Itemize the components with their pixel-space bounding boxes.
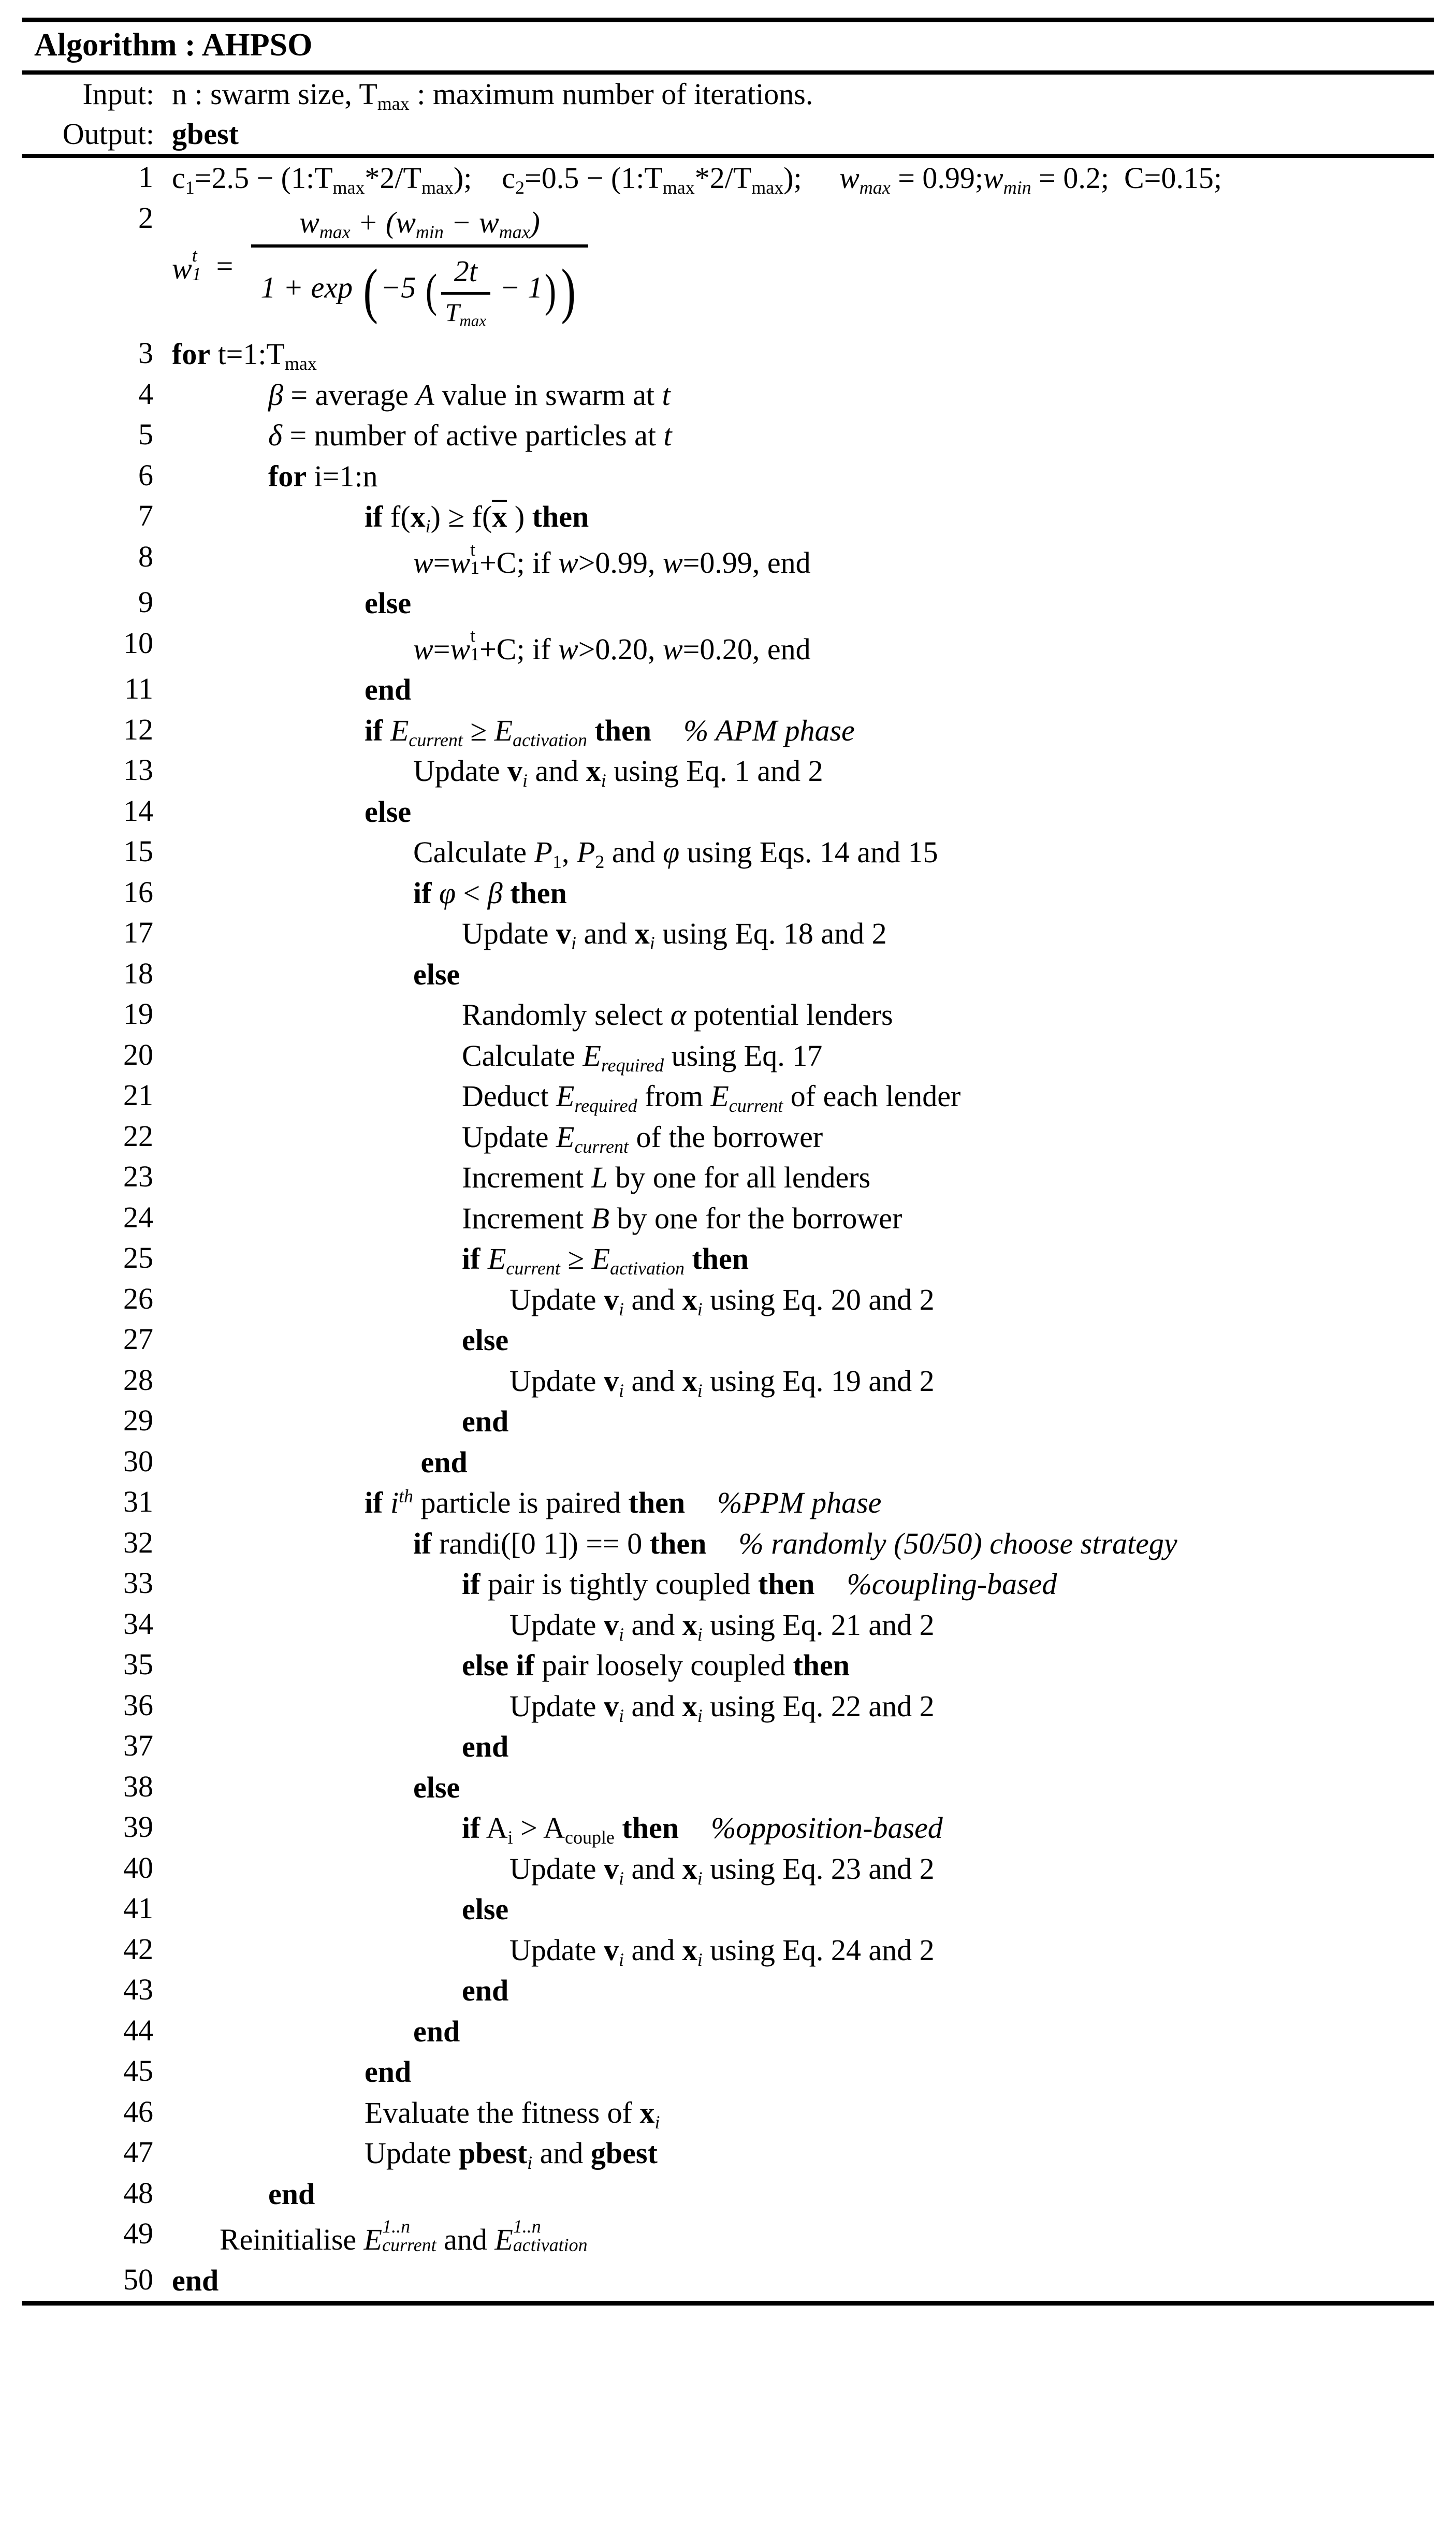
code-row-14	[22, 792, 1434, 833]
code-row-47	[22, 2133, 1434, 2174]
code-row-17	[22, 914, 1434, 954]
code-row-25	[22, 1239, 1434, 1280]
line-content: else	[462, 1323, 509, 1357]
line-content: end	[268, 2177, 315, 2211]
line-content: Evaluate the fitness of $x_i$	[365, 2095, 660, 2133]
line-content: end	[462, 1404, 509, 1439]
algorithm-title: Algorithm : AHPSO	[34, 27, 313, 63]
line-content: end	[462, 1730, 509, 1764]
line-content: end	[172, 2263, 219, 2297]
line-content: else	[462, 1892, 509, 1926]
line-number: 30	[123, 1444, 153, 1478]
line-number: 25	[123, 1241, 153, 1275]
code-row-31	[22, 1483, 1434, 1524]
code-row-4	[22, 375, 1434, 416]
line-content: if $f(x_i) \ge f(x$ ) then	[365, 500, 589, 537]
line-number: 41	[123, 1891, 153, 1925]
line-number: 3	[138, 336, 153, 370]
code-row-39	[22, 1808, 1434, 1849]
algorithm-table	[22, 18, 1434, 2306]
line-number: 18	[123, 956, 153, 990]
code-row-24	[22, 1198, 1434, 1239]
line-content: Update $v_i$ and $x_i$ using Eq. 19 and 2	[509, 1364, 935, 1401]
line-content: end	[365, 673, 412, 707]
line-content: w t 1 = $w_{max} + (w_{min} - w_{max})$ 1 + exp (−5 ( $\frac{2t}{T_{max}}$ − 1))	[172, 199, 1434, 334]
code-row-40	[22, 1849, 1434, 1890]
line-comment: %coupling-based	[847, 1567, 1057, 1601]
algorithm-title-row	[22, 20, 1434, 73]
line-number: 47	[123, 2135, 153, 2169]
line-content: Calculate $E_{required}$ using Eq. 17	[462, 1038, 823, 1076]
code-row-46	[22, 2093, 1434, 2134]
line-number: 40	[123, 1850, 153, 1885]
line-content: Increment B by one for the borrower	[462, 1201, 902, 1235]
line-content: else	[413, 957, 460, 991]
line-number: 23	[123, 1159, 153, 1194]
line-content: Update $v_i$ and $x_i$ using Eq. 24 and 2	[509, 1933, 935, 1970]
line-comment: %opposition-based	[710, 1811, 943, 1845]
code-row-37	[22, 1727, 1434, 1767]
line-content: else	[413, 1770, 460, 1804]
line-number: 44	[123, 2013, 153, 2047]
line-content: β = average A value in swarm at t	[268, 378, 671, 412]
line-content: Reinitialise E 1..n current and E 1..n activation	[220, 2215, 588, 2257]
line-number: 13	[123, 753, 153, 787]
line-content: w=w t 1 +C; if w>0.20, w=0.20, end	[413, 625, 811, 666]
line-number: 22	[123, 1119, 153, 1153]
code-row-42	[22, 1930, 1434, 1971]
code-row-43	[22, 1970, 1434, 2011]
line-number: 6	[138, 458, 153, 492]
line-number: 43	[123, 1973, 153, 2007]
line-content: else	[365, 794, 412, 829]
code-row-3	[22, 334, 1434, 375]
code-row-27	[22, 1320, 1434, 1361]
code-row-49	[22, 2214, 1434, 2260]
inertia-weight-fraction: $w_{max} + (w_{min} - w_{max})$ 1 + exp (−5 ( $\frac{2t}{T_{max}}$ − 1))	[251, 204, 588, 329]
line-content: if φ < β then	[413, 876, 567, 910]
line-number: 46	[123, 2094, 153, 2128]
line-content: end	[462, 1974, 509, 2008]
line-content: end	[365, 2055, 412, 2089]
output-value: gbest	[172, 117, 239, 151]
output-label: Output:	[62, 117, 154, 151]
output-row	[22, 114, 1434, 156]
line-number: 45	[123, 2054, 153, 2088]
line-content: Update $v_i$ and $x_i$ using Eq. 21 and 2	[509, 1607, 935, 1645]
code-row-36	[22, 1686, 1434, 1727]
code-row-28	[22, 1361, 1434, 1402]
code-row-16	[22, 873, 1434, 914]
input-row	[22, 73, 1434, 114]
line-number: 48	[123, 2176, 153, 2210]
line-content: Update $v_i$ and $x_i$ using Eq. 20 and 2	[509, 1282, 935, 1320]
line-number: 37	[123, 1729, 153, 1763]
code-row-11	[22, 670, 1434, 711]
line-number: 4	[138, 376, 153, 411]
line-number: 50	[123, 2262, 153, 2296]
line-number: 7	[138, 499, 153, 533]
line-content: Update $v_i$ and $x_i$ using Eq. 23 and 2	[509, 1851, 935, 1889]
code-row-38	[22, 1767, 1434, 1808]
line-content: Randomly select α potential lenders	[462, 998, 893, 1032]
code-row-44	[22, 2011, 1434, 2052]
line-number: 14	[123, 793, 153, 828]
line-number: 1	[138, 160, 153, 194]
line-number: 17	[123, 916, 153, 950]
line-content: Increment L by one for all lenders	[462, 1161, 871, 1195]
line-content: Update $v_i$ and $x_i$ using Eq. 18 and 2	[462, 917, 887, 953]
line-number: 12	[123, 712, 153, 746]
line-number: 11	[124, 672, 153, 706]
code-row-35	[22, 1645, 1434, 1686]
line-number: 9	[138, 585, 153, 619]
code-row-1	[22, 156, 1434, 199]
line-content: else if pair loosely coupled then	[462, 1648, 850, 1683]
code-row-15	[22, 832, 1434, 873]
code-row-29	[22, 1401, 1434, 1442]
line-number: 49	[123, 2216, 153, 2251]
line-number: 21	[123, 1078, 153, 1112]
line-content: if randi([0 1]) == 0 then % randomly (50/50) choose strategy	[413, 1526, 1177, 1560]
code-row-2	[22, 199, 1434, 334]
line-number: 10	[123, 626, 153, 660]
line-number: 29	[123, 1403, 153, 1438]
algorithm-page	[0, 18, 1456, 2522]
line-number: 31	[123, 1485, 153, 1519]
code-row-23	[22, 1157, 1434, 1198]
line-number: 32	[123, 1525, 153, 1559]
code-row-45	[22, 2052, 1434, 2093]
code-row-10	[22, 624, 1434, 670]
code-row-5	[22, 415, 1434, 456]
line-number: 34	[123, 1606, 153, 1641]
line-content: else	[365, 586, 412, 620]
line-content: end	[413, 2014, 460, 2048]
code-row-9	[22, 583, 1434, 624]
line-content: for $t=1:T_{max}$	[172, 337, 317, 374]
line-content: Deduct $E_{required}$ from $E_{current}$ of each lender	[462, 1079, 961, 1116]
line-number: 42	[123, 1932, 153, 1966]
code-row-48	[22, 2174, 1434, 2215]
line-content: if $i^{th}$ particle is paired then %PPM phase	[365, 1485, 882, 1520]
line-content: $c_1=2.5$ − $(1:T_{max}*2/T_{max})$; $c_2=0.5$ − $(1:T_{max}*2/T_{max})$; $w_{max}$ = $0.99;w_{min} = 0.2$; C=0.15;	[172, 161, 1222, 198]
code-row-6	[22, 456, 1434, 497]
table-bottom-rule	[22, 2303, 1434, 2306]
line-number: 27	[123, 1322, 153, 1356]
line-content: Update $v_i$ and $x_i$ using Eq. 22 and 2	[509, 1689, 935, 1726]
line-content: if $A_i > A_{couple}$ then %opposition-based	[462, 1811, 943, 1848]
line-number: 38	[123, 1769, 153, 1803]
code-row-34	[22, 1605, 1434, 1646]
code-row-30	[22, 1442, 1434, 1483]
line-content: if $E_{current} \ge E_{activation}$ then % APM phase	[365, 713, 855, 750]
line-number: 8	[138, 539, 153, 573]
line-number: 15	[123, 834, 153, 868]
code-row-32	[22, 1524, 1434, 1564]
line-content: Update $v_i$ and $x_i$ using Eq. 1 and 2	[413, 754, 823, 791]
code-row-26	[22, 1280, 1434, 1321]
code-row-33	[22, 1564, 1434, 1605]
line-number: 36	[123, 1688, 153, 1722]
code-row-13	[22, 751, 1434, 792]
line-comment: % randomly (50/50) choose strategy	[738, 1526, 1177, 1560]
code-row-19	[22, 995, 1434, 1036]
code-row-50	[22, 2260, 1434, 2303]
line-comment: % APM phase	[683, 713, 855, 747]
line-content: end	[420, 1445, 468, 1479]
code-row-22	[22, 1117, 1434, 1158]
line-content: Update $E_{current}$ of the borrower	[462, 1120, 823, 1157]
line-content: w=w t 1 +C; if w>0.99, w=0.99, end	[413, 539, 811, 579]
code-row-41	[22, 1889, 1434, 1930]
code-row-7	[22, 497, 1434, 538]
line-number: 19	[123, 997, 153, 1031]
code-row-18	[22, 954, 1434, 995]
line-content: for i=1:n	[268, 459, 378, 493]
input-label: Input:	[82, 77, 154, 111]
line-number: 16	[123, 875, 153, 909]
line-content: Calculate $P_1$, $P_2$ and φ using Eqs. 14 and 15	[413, 835, 938, 872]
line-number: 35	[123, 1647, 153, 1682]
line-number: 33	[123, 1566, 153, 1600]
line-content: if $E_{current} \ge E_{activation}$ then	[462, 1242, 749, 1279]
code-row-12	[22, 711, 1434, 751]
line-content: if pair is tightly coupled then %coupling-based	[462, 1567, 1057, 1601]
line-number: 24	[123, 1200, 153, 1234]
code-row-20	[22, 1036, 1434, 1077]
line-number: 2	[138, 200, 153, 235]
input-value: n : swarm size, $T_{max}$ : maximum number of iterations.	[172, 77, 813, 114]
line-number: 26	[123, 1281, 153, 1315]
line-content: δ = number of active particles at t	[268, 418, 672, 453]
line-number: 28	[123, 1363, 153, 1397]
line-number: 20	[123, 1037, 153, 1071]
line-comment: %PPM phase	[717, 1486, 882, 1520]
code-row-8	[22, 538, 1434, 583]
line-content: Update pbest$_i$ and gbest	[365, 2136, 658, 2173]
line-number: 39	[123, 1810, 153, 1844]
code-row-21	[22, 1076, 1434, 1117]
line-number: 5	[138, 417, 153, 452]
